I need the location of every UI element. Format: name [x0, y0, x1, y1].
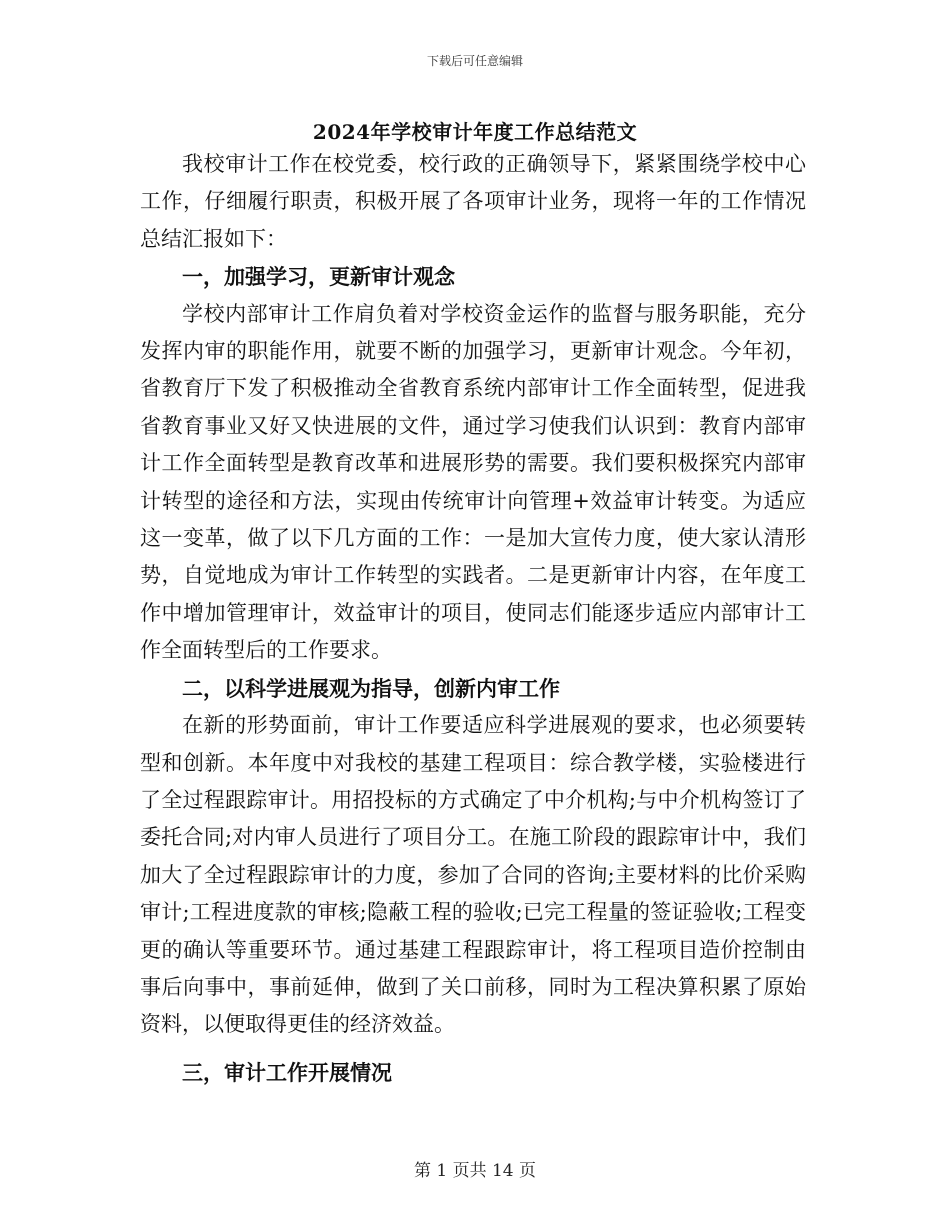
section-2-paragraph: 在新的形势面前，审计工作要适应科学进展观的要求，也必须要转型和创新。本年度中对我校的基建工程项目：综合教学楼，实验楼进行了全过程跟踪审计。用招投标的方式确定了中介机构;与中介机构签订了委托合同;对内审人员进行了项目分工。在施工阶段的跟踪审计中，我们加大了全过程跟踪审计的力度，参加了合同的咨询;主要材料的比价采购审计;工程进度款的审核;隐蔽工程的验收;已完工程量的签证验收;工程变更的确认等重要环节。通过基建工程跟踪审计，将工程项目造价控制由事后向事中，事前延伸，做到了关口前移，同时为工程决算积累了原始资料，以便取得更佳的经济效益。	[140, 713, 806, 1037]
section-1-paragraph: 学校内部审计工作肩负着对学校资金运作的监督与服务职能，充分发挥内审的职能作用，就要不断的加强学习，更新审计观念。今年初，省教育厅下发了积极推动全省教育系统内部审计工作全面转型，促进我省教育事业又好又快进展的文件，通过学习使我们认识到：教育内部审计工作全面转型是教育改革和进展形势的需要。我们要积极探究内部审计转型的途径和方法，实现由传统审计向管理+效益审计转变。为适应这一变革，做了以下几方面的工作：一是加大宣传力度，使大家认清形势，自觉地成为审计工作转型的实践者。二是更新审计内容，在年度工作中增加管理审计，效益审计的项目，使同志们能逐步适应内部审计工作全面转型后的工作要求。	[140, 301, 806, 663]
intro-paragraph: 我校审计工作在校党委，校行政的正确领导下，紧紧围绕学校中心工作，仔细履行职责，积极开展了各项审计业务，现将一年的工作情况总结汇报如下：	[140, 152, 806, 251]
document-body	[140, 146, 806, 1091]
document-title: 2024年学校审计年度工作总结范文	[312, 120, 638, 144]
section-1-heading: 一，加强学习，更新审计观念	[182, 264, 455, 290]
section-3-heading: 三，审计工作开展情况	[182, 1059, 392, 1085]
header-note: 下载后可任意编辑	[426, 54, 523, 68]
section-2-heading: 二，以科学进展观为指导，创新内审工作	[182, 675, 560, 701]
page-number-footer: 第 1 页共 14 页	[413, 1161, 537, 1181]
